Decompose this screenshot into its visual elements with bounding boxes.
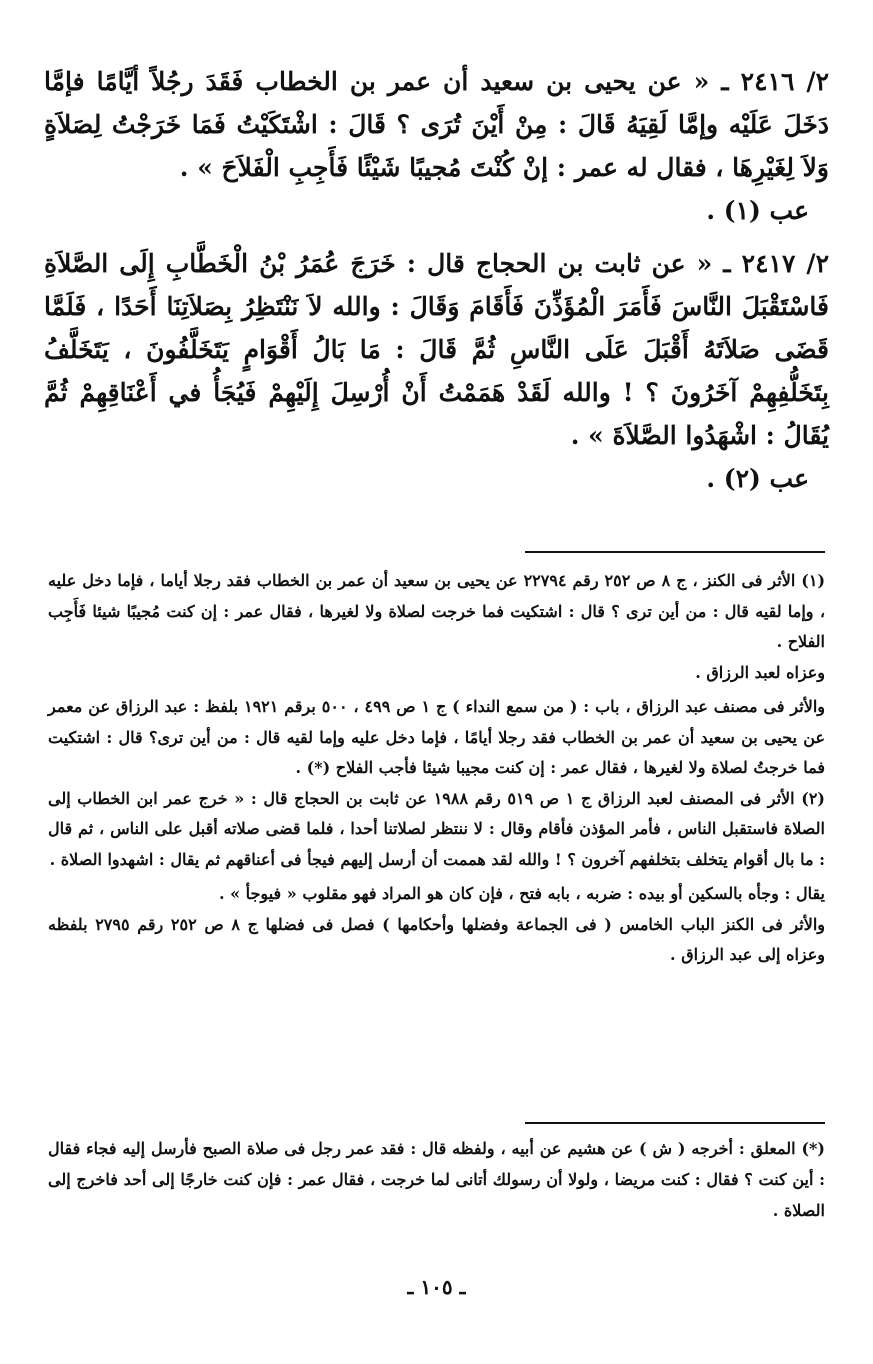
footnote-1: (١) الأثر فى الكنز ، ج ٨ ص ٢٥٢ رقم ٢٢٧٩٤ عن يحيى بن سعيد أن عمر بن الخطاب فقد رجلا أياما ، فإما دخل عليه ، وإما لقيه قال : من أين ترى ؟ قال : اشتكيت فما خرجت لصلاة ولا لغيرها ، فقال عمر : إن كنت مُجيبًا شيئا فَأَجِب الفلاح .	[48, 571, 826, 651]
editor-note	[48, 1133, 825, 1226]
footnotes	[48, 566, 825, 971]
page-number: ـ ١٠٥ ـ	[407, 1275, 466, 1299]
footnote-divider	[525, 551, 825, 553]
main-text	[44, 60, 829, 510]
entry-2416-source: عب (١) .	[706, 196, 809, 225]
entry-2417: ٢/ ٢٤١٧ ـ « عن ثابت بن الحجاج قال : خَرَجَ عُمَرُ بْنُ الْخَطَّابِ إِلَى الصَّلاَةِ فَاسْتَقْبَلَ النَّاسَ فَأَمَرَ الْمُؤَذِّنَ فَأَقَامَ وَقَالَ : والله لاَ نَنْتَظِرُ بِصَلاَتِنَا أَحَدًا ، فَلَمَّا قَضَى صَلاَتَهُ أَقْبَلَ عَلَى النَّاسِ ثُمَّ قَالَ : مَا بَالُ أَقْوَامٍ يَتَخَلَّفُونَ ، يَتَخَلَّفُ بِتَخَلُّفِهِمْ آخَرُونَ ؟ ! والله لَقَدْ هَمَمْتُ أَنْ أُرْسِلَ إِلَيْهِمْ فَيُجَأُ في أَعْنَاقِهِمْ ثُمَّ يُقَالُ : اشْهَدُوا الصَّلاَةَ » .	[44, 249, 829, 450]
entry-2417-source: عب (٢) .	[706, 464, 809, 493]
footnote-2: (٢) الأثر فى المصنف لعبد الرزاق ج ١ ص ٥١٩ رقم ١٩٨٨ عن ثابت بن الحجاج قال : « خرج عمر ابن الخطاب إلى الصلاة فاستقبل الناس ، فأمر المؤذن فأقام وقال : لا ننتظر لصلاتنا أحدا ، فلما قضى صلاته أقبل على الناس ، ثم قال : ما بال أقوام يتخلف بتخلفهم آخرون ؟ ! والله لقد هممت أن أرسل إليهم فيجأ فى أعناقهم ثم يقال : اشهدوا الصلاة .	[48, 788, 825, 869]
footnote-2-lexical: يقال : وجأه بالسكين أو بيده : ضربه ، بابه فتح ، فإن كان هو المراد فهو مقلوب « فيوجأ » .	[218, 884, 825, 903]
footnote-2-kanz: والأثر فى الكنز الباب الخامس ( فى الجماعة وفضلها وأحكامها ) فصل فى فضلها ج ٨ ص ٢٥٢ رقم ٢٧٩٥ بلفظه وعزاه إلى عبد الرزاق .	[48, 914, 826, 964]
footnote-1-attribution: وعزاه لعبد الرزاق .	[695, 662, 825, 682]
editor-note-text: (*) المعلق : أخرجه ( ش ) عن هشيم عن أبيه ، ولفظه قال : فقد عمر رجل فى صلاة الصبح فأرسل إليه فجاء فقال : أين كنت ؟ فقال : كنت مريضا ، ولولا أن رسولك أتانى لما خرجت ، فقال عمر : فإن كنت خارجًا إلى أحد فاخرج إلى الصلاة .	[48, 1139, 826, 1220]
entry-2416: ٢/ ٢٤١٦ ـ « عن يحيى بن سعيد أن عمر بن الخطاب فَقَدَ رجُلاً أيَّامًا فإمَّا دَخَلَ عَلَيْه وإمَّا لَقِيَهُ قَالَ : مِنْ أَيْنَ تُرَى ؟ قَالَ : اشْتَكَيْتُ فَمَا خَرَجْتُ لِصَلاَةٍ وَلاَ لِغَيْرِهَا ، فقال له عمر : إنْ كُنْتَ مُجيبًا شَيْئًا فَأَجِبِ الْفَلاَحَ » .	[44, 67, 829, 182]
subnote-divider	[525, 1122, 825, 1124]
footnote-1-musannaf: والأثر فى مصنف عبد الرزاق ، باب : ( من سمع النداء ) ج ١ ص ٤٩٩ ، ٥٠٠ برقم ١٩٢١ بلفظ : عبد الرزاق عن معمر عن يحيى بن سعيد أن عمر بن الخطاب فقد رجلا أيامًا ، فإما دخل عليه وإما لقيه قال : من أين ترى؟ قال : اشتكيت فما خرجتُ لصلاة ولا لغيرها ، فقال عمر : إن كنت مجيبا شيئا فأجب الفلاح (*) .	[48, 697, 825, 777]
